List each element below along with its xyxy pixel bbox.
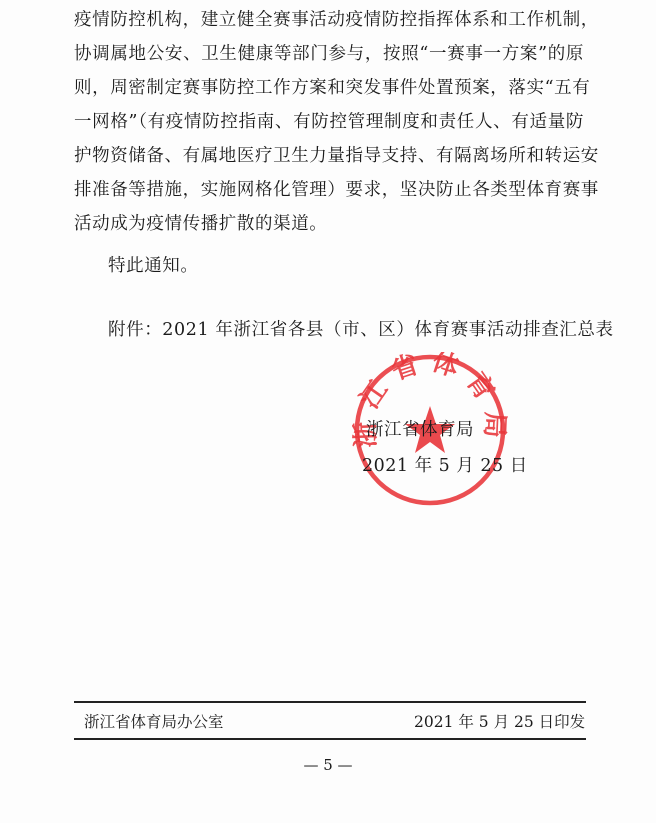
closing-notice: 特此通知。 <box>108 256 199 276</box>
footer-top-rule <box>74 701 586 703</box>
footer-issuer: 浙江省体育局办公室 <box>84 713 224 731</box>
body-line-1: 疫情防控机构，建立健全赛事活动疫情防控指挥体系和工作机制， <box>74 10 599 30</box>
attachment-line: 附件：2021 年浙江省各县（市、区）体育赛事活动排查汇总表 <box>108 320 614 340</box>
svg-text:浙江省体育局: 浙江省体育局 <box>352 352 508 449</box>
body-line-3: 则，周密制定赛事防控工作方案和突发事件处置预案，落实“五有 <box>74 78 591 98</box>
body-line-7: 活动成为疫情传播扩散的渠道。 <box>74 214 328 234</box>
footer-bottom-rule <box>74 738 586 740</box>
page-number: — 5 — <box>303 756 353 774</box>
body-line-4: 一网格”（有疫情防控指南、有防控管理制度和责任人、有适量防 <box>74 112 584 132</box>
body-line-6: 排准备等措施，实施网格化管理）要求，坚决防止各类型体育赛事 <box>74 180 599 200</box>
signature-org: 浙江省体育局 <box>366 420 474 440</box>
signature-date: 2021 年 5 月 25 日 <box>362 456 528 476</box>
body-line-5: 护物资储备、有属地医疗卫生力量指导支持、有隔离场所和转运安 <box>74 146 599 166</box>
body-line-2: 协调属地公安、卫生健康等部门参与，按照“一赛事一方案”的原 <box>74 44 584 64</box>
footer-issue-date: 2021 年 5 月 25 日印发 <box>414 713 586 731</box>
